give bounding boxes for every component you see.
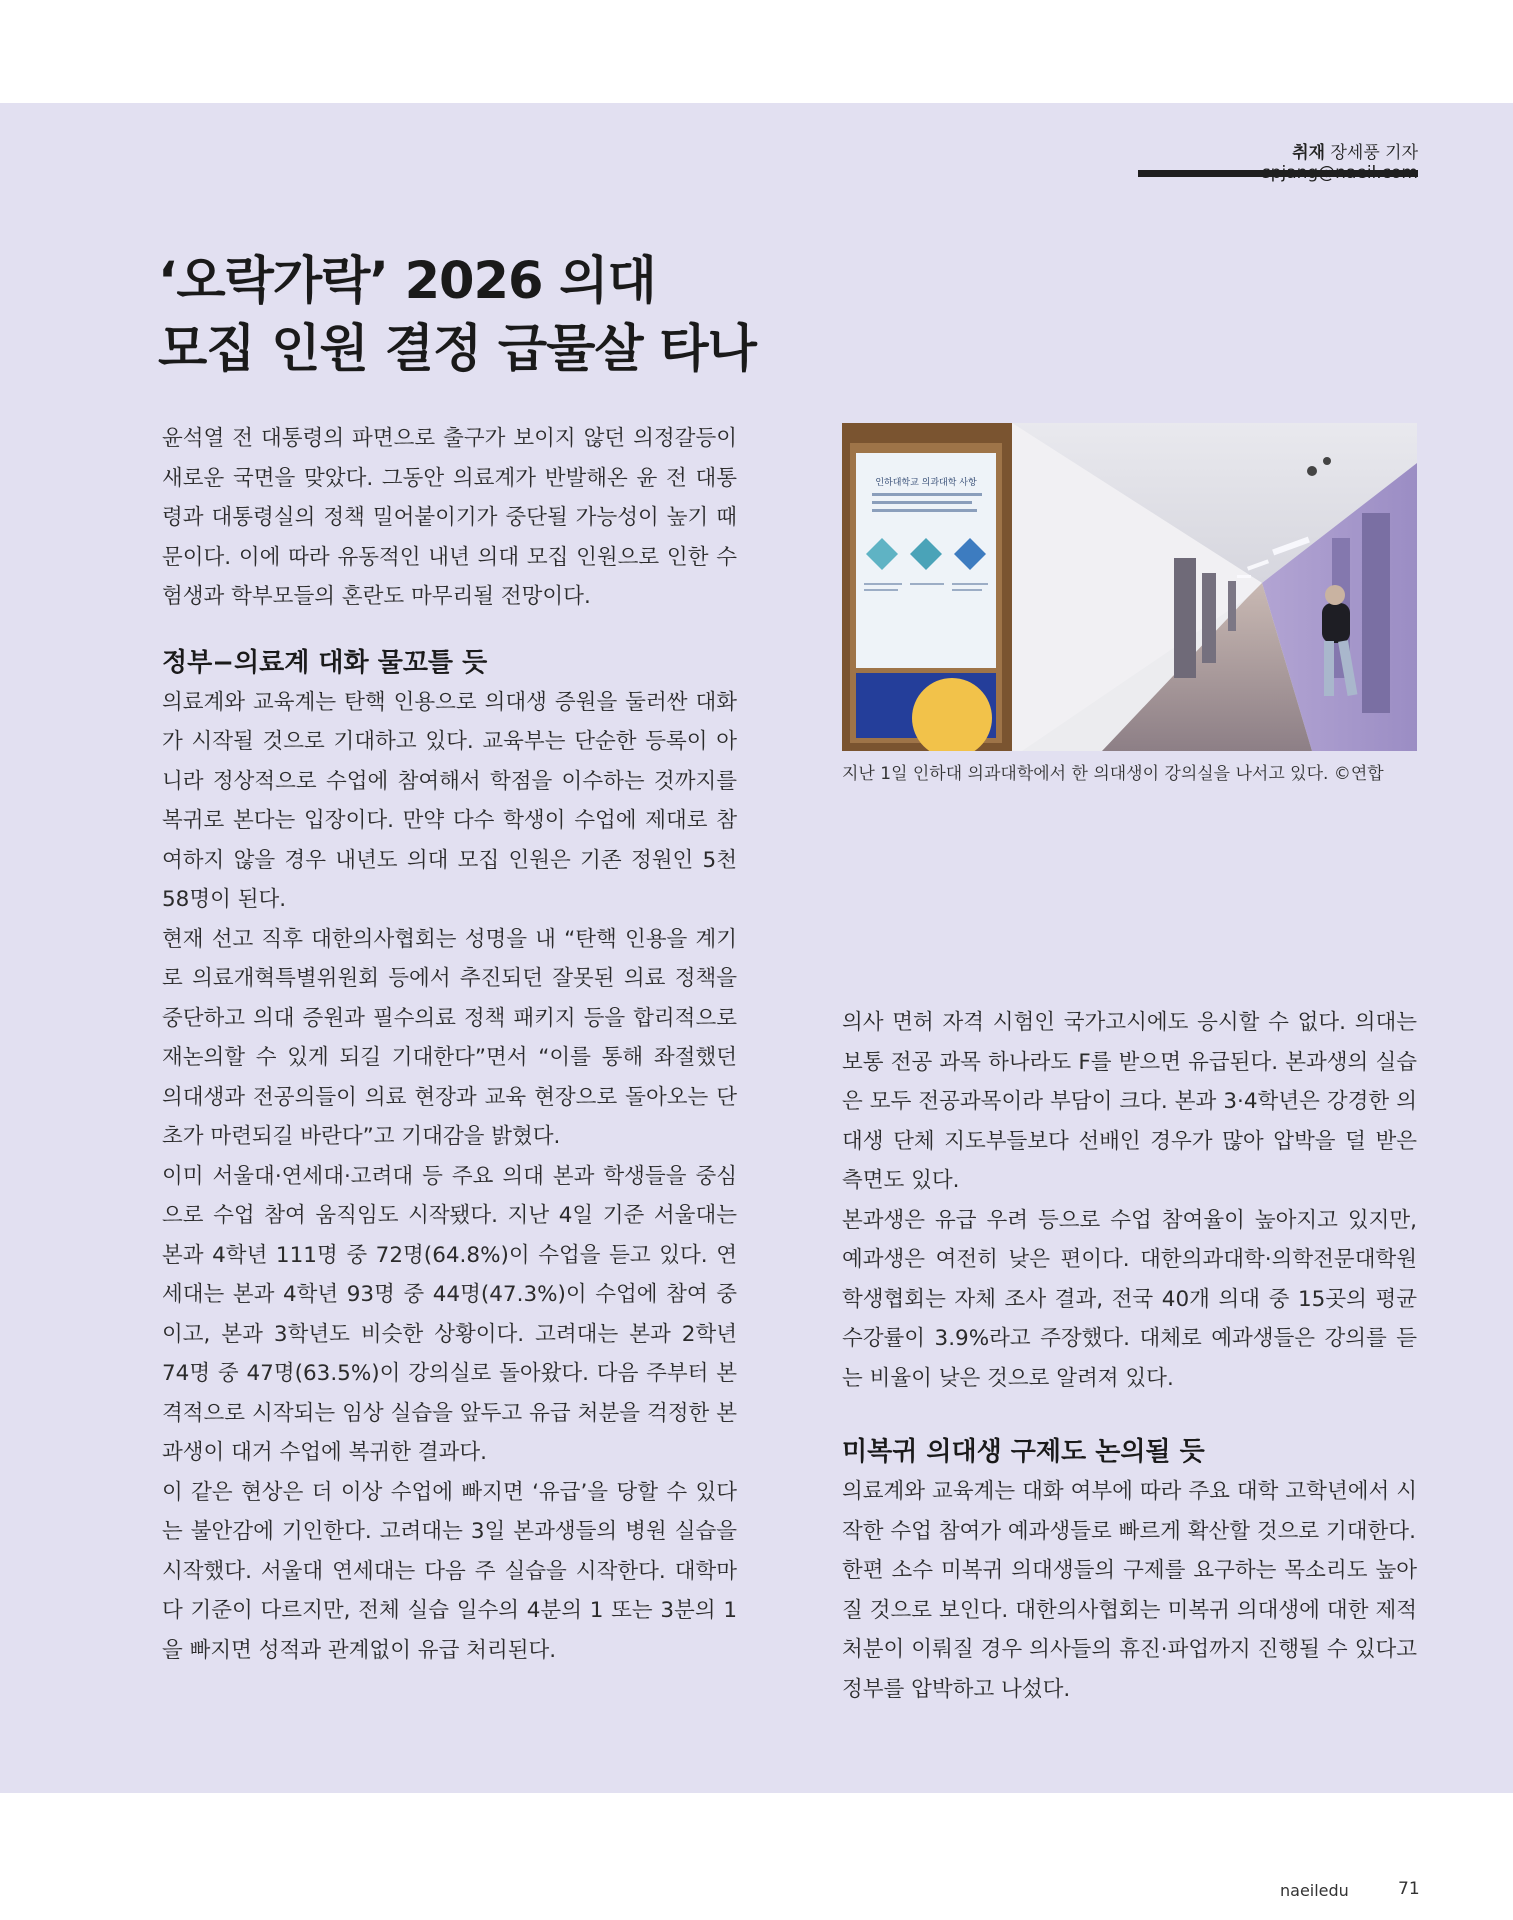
byline-rule: [1138, 170, 1418, 177]
body-paragraph: 의료계와 교육계는 대화 여부에 따라 주요 대학 고학년에서 시작한 수업 참여가 예과생들로 빠르게 확산할 것으로 기대한다.: [842, 1479, 1417, 1544]
byline-reporter: 장세풍 기자: [1330, 143, 1418, 163]
body-paragraph: 이미 서울대·연세대·고려대 등 주요 의대 본과 학생들을 중심으로 수업 참여 움직임도 시작됐다. 지난 4일 기준 서울대는 본과 4학년 111명 중 72명(64.8%)이 수업을 듣고 있다. 연세대는 본과 4학년 93명 중 44명(47.3%)이 수업에 참여 중이고, 본과 3학년도 비슷한 상황이다. 고려대는 본과 2학년 74명 중 47명(63.5%)이 강의실로 돌아왔다. 다음 주부터 본격적으로 시작되는 임상 실습을 앞두고 유급 처분을 걱정한 본과생이 대거 수업에 복귀한 결과다.: [162, 1163, 737, 1465]
lead-paragraph: 윤석열 전 대통령의 파면으로 출구가 보이지 않던 의정갈등이 새로운 국면을 맞았다. 그동안 의료계가 반발해온 윤 전 대통령과 대통령실의 정책 밀어붙이기가 중단될 가능성이 높기 때문이다. 이에 따라 유동적인 내년 의대 모집 인원으로 인한 수험생과 학부모들의 혼란도 마무리될 전망이다.: [162, 426, 737, 609]
headline-line-2: 모집 인원 결정 급물살 타나: [158, 320, 756, 379]
body-paragraph: 의료계와 교육계는 탄핵 인용으로 의대생 증원을 둘러싼 대화가 시작될 것으로 기대하고 있다. 교육부는 단순한 등록이 아니라 정상적으로 수업에 참여해서 학점을 이수하는 것까지를 복귀로 본다는 입장이다. 만약 다수 학생이 수업에 제대로 참여하지 않을 경우 내년도 의대 모집 인원은 기존 정원인 5천58명이 된다.: [162, 689, 737, 912]
footer-brand: naeiledu: [1280, 1881, 1349, 1900]
body-paragraph: 의사 면허 자격 시험인 국가고시에도 응시할 수 없다. 의대는 보통 전공 과목 하나라도 F를 받으면 유급된다. 본과생의 실습은 모두 전공과목이라 부담이 크다. 본과 3·4학년은 강경한 의대생 단체 지도부들보다 선배인 경우가 많아 압박을 덜 받은 측면도 있다.: [842, 1010, 1417, 1193]
subheading-unreturned: 미복귀 의대생 구제도 논의될 듯: [842, 1437, 1205, 1467]
photo-sign-title: 인하대학교 의과대학 사항: [875, 478, 977, 488]
body-paragraph: 본과생은 유급 우려 등으로 수업 참여율이 높아지고 있지만, 예과생은 여전히 낮은 편이다. 대한의과대학·의학전문대학원학생협회는 자체 조사 결과, 전국 40개 의대 중 15곳의 평균 수강률이 3.9%라고 주장했다. 대체로 예과생들은 강의를 듣는 비율이 낮은 것으로 알려져 있다.: [842, 1207, 1417, 1391]
headline-line-1: ‘오락가락’ 2026 의대: [158, 252, 656, 311]
page-number: 71: [1398, 1879, 1420, 1899]
body-paragraph: 이 같은 현상은 더 이상 수업에 빠지면 ‘유급’을 당할 수 있다는 불안감에 기인한다. 고려대는 3일 본과생들의 병원 실습을 시작했다. 서울대 연세대는 다음 주 실습을 시작한다. 대학마다 기준이 다르지만, 전체 실습 일수의 4분의 1 또는 3분의 1을 빠지면 성적과 관계없이 유급 처리된다.: [162, 1479, 737, 1663]
headline: [158, 248, 798, 384]
body-paragraph: 한편 소수 미복귀 의대생들의 구제를 요구하는 목소리도 높아질 것으로 보인다. 대한의사협회는 미복귀 의대생에 대한 제적 처분이 이뤄질 경우 의사들의 휴진·파업까지 진행될 수 있다고 정부를 압박하고 나섰다.: [842, 1558, 1417, 1702]
right-column: [842, 1003, 1417, 1709]
byline-label: 취재: [1292, 143, 1326, 163]
body-paragraph: 현재 선고 직후 대한의사협회는 성명을 내 “탄핵 인용을 계기로 의료개혁특별위원회 등에서 추진되던 잘못된 의료 정책을 중단하고 의대 증원과 필수의료 정책 패키지 등을 합리적으로 재논의할 수 있게 되길 기대한다”면서 “이를 통해 좌절했던 의대생과 전공의들이 의료 현장과 교육 현장으로 돌아오는 단초가 마련되길 바란다”고 기대감을 밝혔다.: [162, 926, 737, 1149]
hallway-photo: [842, 423, 1417, 751]
left-column: [162, 419, 737, 1670]
subheading-dialogue: 정부−의료계 대화 물꼬틀 듯: [162, 647, 488, 678]
photo-caption: 지난 1일 인하대 의과대학에서 한 의대생이 강의실을 나서고 있다. ©연합: [842, 764, 1384, 784]
